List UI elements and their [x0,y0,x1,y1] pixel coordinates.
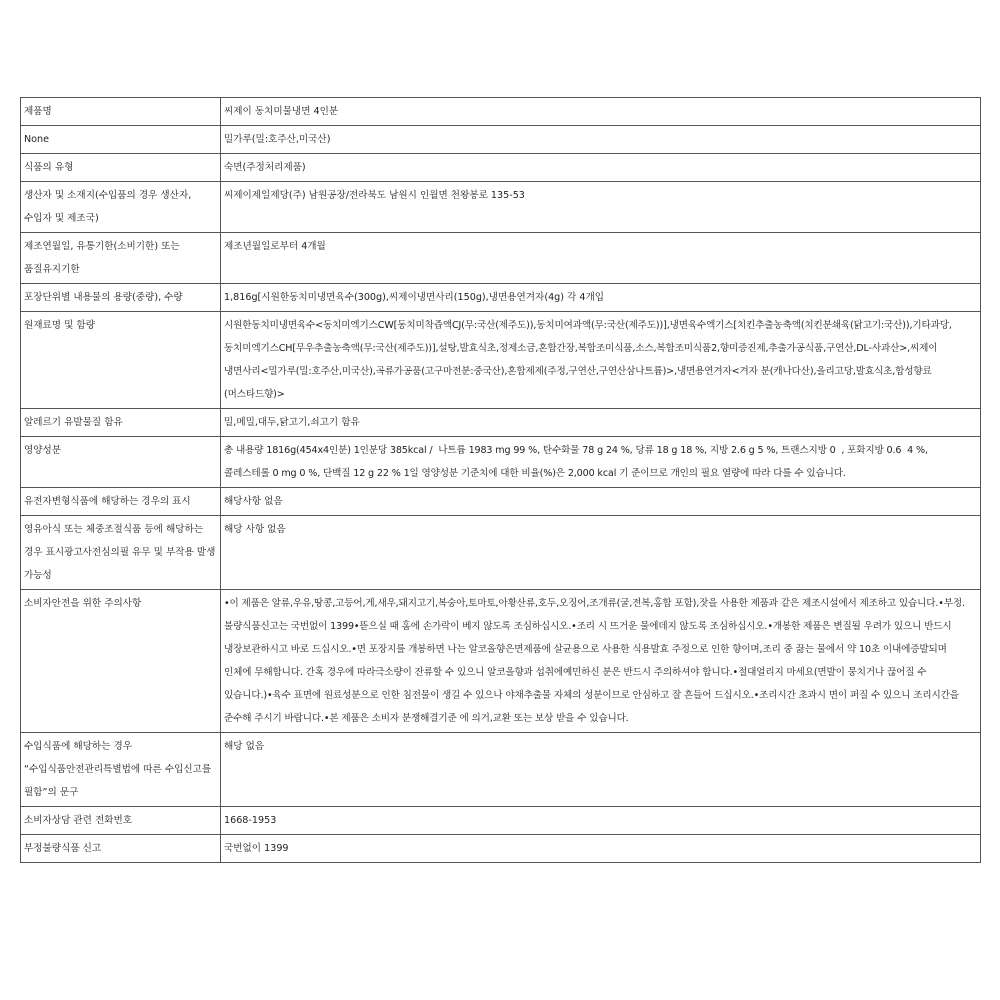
value-safety-precautions: •이 제품은 알류,우유,땅콩,고등어,게,새우,돼지고기,복숭아,토마토,아황산류,호두,오징어,조개류(굴,전복,홍합 포함),잣을 사용한 제품과 같은 제조시설에서 제조하고 있습니다.•부정.불량식품신고는 국번없이 1399•뜯으실 때 홈에 손가락이 베지 않도록 조심하십시오.•조리 시 뜨거운 물에데지 않도록 조심하십시오.•개봉한 제품은 변질될 우려가 있으니 반드시 냉장보관하시고 바로 드십시오.•면 포장지를 개봉하면 나는 알코올향은면제품에 살균용으로 사용한 식용발효 주정으로 인한 향이며,조리 중 끓는 물에서 약 10초 이내에증발되며 인체에 무해합니다. 간혹 경우에 따라극소량이 잔류할 수 있으니 알코올향과 섭취에예민하신 분은 반드시 주의하셔야 합니다.•절대얼리지 마세요(면발이 뭉치거나 끊어질 수 있습니다.)•육수 표면에 원료성분으로 인한 침전물이 생길 수 있으나 야채추출물 자체의 성분이므로 안심하고 잘 흔들어 드십시오.•조리시간 초과시 면이 퍼질 수 있으니 조리시간을 준수해 주시기 바랍니다.•본 제품은 소비자 분쟁해결기준 에 의거,교환 또는 보상 받을 수 있습니다. [221,590,981,733]
row-flour-origin [21,126,981,154]
label-infant-diet-review: 영유아식 또는 체중조절식품 등에 해당하는 경우 표시광고사전심의필 유무 및 부작용 발생 가능성 [21,516,221,590]
label-product-name: 제품명 [21,98,221,126]
value-food-type: 숙면(주정처리제품) [221,154,981,182]
row-consumer-phone [21,807,981,835]
label-safety-precautions: 소비자안전을 위한 주의사항 [21,590,221,733]
row-product-name [21,98,981,126]
label-nutrition: 영양성분 [21,437,221,488]
value-fraud-report: 국번없이 1399 [221,835,981,863]
row-import-notice [21,733,981,807]
row-infant-diet-review [21,516,981,590]
product-info-sheet [20,97,980,863]
value-nutrition: 총 내용량 1816g(454x4인분) 1인분당 385kcal / 나트륨 1983 mg 99 %, 탄수화물 78 g 24 %, 당류 18 g 18 %, 지방 2.6 g 5 %, 트랜스지방 0 , 포화지방 0.6 4 %, 콜레스테롤 0 mg 0 %, 단백질 12 g 22 % 1일 영양성분 기준치에 대한 비율(%)은 2,000 kcal 기 준이므로 개인의 필요 열량에 따라 다를 수 있습니다. [221,437,981,488]
value-package-contents: 1,816g[시원한동치미냉면육수(300g),씨제이냉면사리(150g),냉면용연겨자(4g) 각 4개입 [221,284,981,312]
label-import-notice: 수입식품에 해당하는 경우 “수입식품안전관리특별법에 따른 수입신고를 필함”의 문구 [21,733,221,807]
row-food-type [21,154,981,182]
value-ingredients: 시원한동치미냉면육수<동치미엑기스CW[동치미착즙액CJ(무:국산(제주도)),동치미여과액(무:국산(제주도))],냉면육수엑기스[치킨추출농축액(치킨분쇄육(닭고기:국산)),기타과당,동치미엑기스CH[무우추출농축액(무:국산(제주도))],설탕,발효식초,정제소금,혼합간장,복합조미식품,소스,복합조미식품2,향미증진제,추출가공식품,구연산,DL-사과산>,씨제이 냉면사리<밀가루(밀:호주산,미국산),곡류가공품(고구마전분:중국산),혼합제제(주정,구연산,구연산삼나트륨)>,냉면용연겨자<겨자 분(캐나다산),올리고당,발효식초,합성향료(머스타드향)> [221,312,981,409]
label-flour-origin: None [21,126,221,154]
row-package-contents [21,284,981,312]
value-expiry: 제조년월일로부터 4개월 [221,233,981,284]
value-flour-origin: 밀가루(밀:호주산,미국산) [221,126,981,154]
label-allergens: 알레르기 유발물질 함유 [21,409,221,437]
label-manufacturer: 생산자 및 소재지(수입품의 경우 생산자, 수입자 및 제조국) [21,182,221,233]
label-expiry: 제조연월일, 유통기한(소비기한) 또는 품질유지기한 [21,233,221,284]
value-allergens: 밀,메밀,대두,닭고기,쇠고기 함유 [221,409,981,437]
label-fraud-report: 부정불량식품 신고 [21,835,221,863]
value-consumer-phone: 1668-1953 [221,807,981,835]
value-import-notice: 해당 없음 [221,733,981,807]
row-expiry [21,233,981,284]
row-fraud-report [21,835,981,863]
value-product-name: 씨제이 동치미물냉면 4인분 [221,98,981,126]
label-ingredients: 원재료명 및 함량 [21,312,221,409]
row-gmo [21,488,981,516]
value-infant-diet-review: 해당 사항 없음 [221,516,981,590]
label-consumer-phone: 소비자상담 관련 전화번호 [21,807,221,835]
product-info-table [20,97,981,863]
row-ingredients [21,312,981,409]
label-gmo: 유전자변형식품에 해당하는 경우의 표시 [21,488,221,516]
row-allergens [21,409,981,437]
label-package-contents: 포장단위별 내용물의 용량(중량), 수량 [21,284,221,312]
label-food-type: 식품의 유형 [21,154,221,182]
value-manufacturer: 씨제이제일제당(주) 남원공장/전라북도 남원시 인월면 천왕봉로 135-53 [221,182,981,233]
row-safety-precautions [21,590,981,733]
row-nutrition [21,437,981,488]
row-manufacturer [21,182,981,233]
value-gmo: 해당사항 없음 [221,488,981,516]
